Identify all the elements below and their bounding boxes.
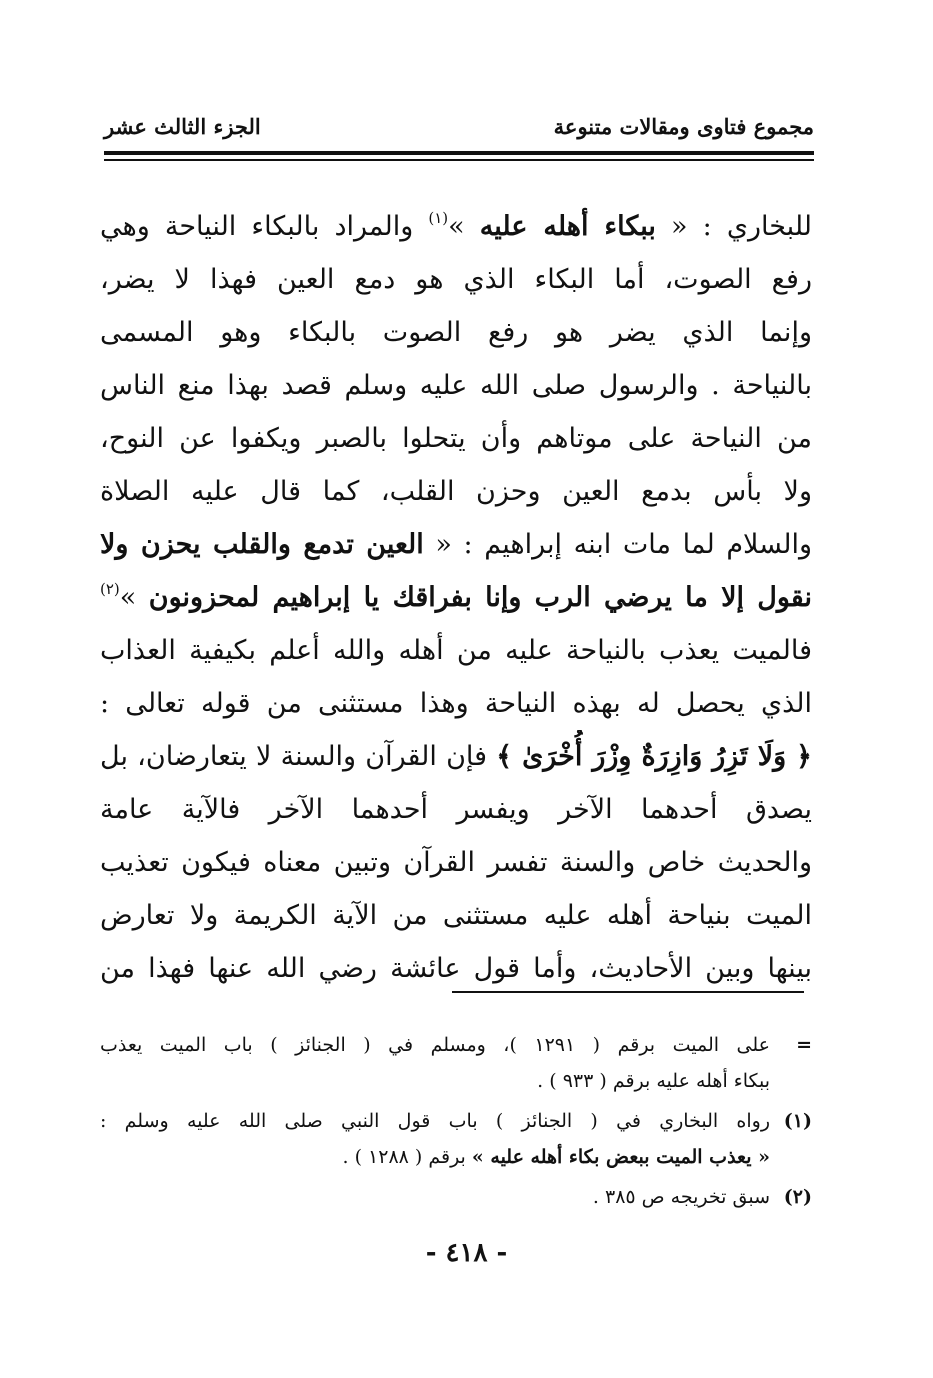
footnote-ref-2: (٢) xyxy=(100,580,120,598)
text-line: والحديث خاص والسنة تفسر القرآن وتبين معناه فيكون تعذيب xyxy=(100,847,812,878)
footnote-line: ببكاء أهله عليه برقم ( ٩٣٣ ) . xyxy=(537,1070,770,1092)
hadith-quote: « يعذب الميت ببعض بكاء أهله عليه » xyxy=(471,1146,770,1168)
footnote-line: رواه البخاري في ( الجنائز ) باب قول النبي صلى الله عليه وسلم : xyxy=(100,1110,770,1132)
text-line: رفع الصوت، أما البكاء الذي هو دمع العين فهذا لا يضر، xyxy=(100,264,812,295)
text-line: من النياحة على موتاهم وأن يتحلوا بالصبر ويكفوا عن النوح، xyxy=(100,423,812,454)
footnote-separator xyxy=(452,991,804,993)
hadith-quote: نقول إلا ما يرضي الرب وإنا بفراقك يا إبراهيم لمحزونون xyxy=(148,582,812,613)
footnote-marker: (٢) xyxy=(783,1186,812,1208)
footnote-2 xyxy=(100,1179,812,1215)
hadith-quote: ببكاء أهله عليه xyxy=(479,211,656,242)
text-line: الذي يحصل له بهذه النياحة وهذا مستثنى من قوله تعالى : xyxy=(100,688,812,719)
text-line: للبخاري : « ببكاء أهله عليه »$^{(١)}$ والمراد بالبكاء النياحة وهي xyxy=(100,209,812,242)
main-text xyxy=(100,200,812,995)
header-rule-thick xyxy=(104,151,814,155)
page-number: - ٤١٨ - xyxy=(425,1238,508,1268)
text-line: ﴿ وَلَا تَزِرُ وَازِرَةٌ وِزْرَ أُخْرَىٰ ﴾ فإن القرآن والسنة لا يتعارضان، بل xyxy=(100,741,812,772)
footnote-line: « يعذب الميت ببعض بكاء أهله عليه » برقم ( ١٢٨٨ ) . xyxy=(342,1146,770,1168)
footnote-line: على الميت برقم ( ١٢٩١ )، ومسلم في ( الجنائز ) باب الميت يعذب xyxy=(100,1034,770,1056)
text-line: يصدق أحدهما الآخر ويفسر أحدهما الآخر فالآية عامة xyxy=(100,794,812,825)
hadith-quote: العين تدمع والقلب يحزن ولا xyxy=(100,529,424,560)
text-line: نقول إلا ما يرضي الرب وإنا بفراقك يا إبراهيم لمحزونون »$^{(٢)}$ xyxy=(100,580,812,613)
footnote-ref-1: (١) xyxy=(428,209,449,227)
text-line: فالميت يعذب بالنياحة عليه من أهله والله أعلم بكيفية العذاب xyxy=(100,635,812,666)
volume-title: الجزء الثالث عشر xyxy=(104,114,261,139)
footnote-marker: (١) xyxy=(783,1110,812,1132)
header-rule-thin xyxy=(104,159,814,161)
quran-verse: ﴿ وَلَا تَزِرُ وَازِرَةٌ وِزْرَ أُخْرَىٰ ﴾ xyxy=(496,741,812,772)
footnote-1 xyxy=(100,1103,812,1175)
running-header xyxy=(104,114,814,150)
text-line: والسلام لما مات ابنه إبراهيم : « العين تدمع والقلب يحزن ولا xyxy=(100,529,812,560)
footnotes xyxy=(100,1027,812,1219)
footnote-line: سبق تخريجه ص ٣٨٥ . xyxy=(592,1186,770,1208)
book-title: مجموع فتاوى ومقالات متنوعة xyxy=(553,114,814,139)
text-line: وإنما الذي يضر هو رفع الصوت بالبكاء وهو المسمى xyxy=(100,317,812,348)
text-line: ولا بأس بدمع العين وحزن القلب، كما قال عليه الصلاة xyxy=(100,476,812,507)
text-line: بينها وبين الأحاديث، وأما قول عائشة رضي الله عنها فهذا من xyxy=(100,953,812,984)
text-line: بالنياحة . والرسول صلى الله عليه وسلم قصد بهذا منع الناس xyxy=(100,370,812,401)
footnote-marker: = xyxy=(796,1034,812,1056)
footnote-continued xyxy=(100,1027,812,1099)
text-line: الميت بنياحة أهله عليه مستثنى من الآية الكريمة ولا تعارض xyxy=(100,900,812,931)
